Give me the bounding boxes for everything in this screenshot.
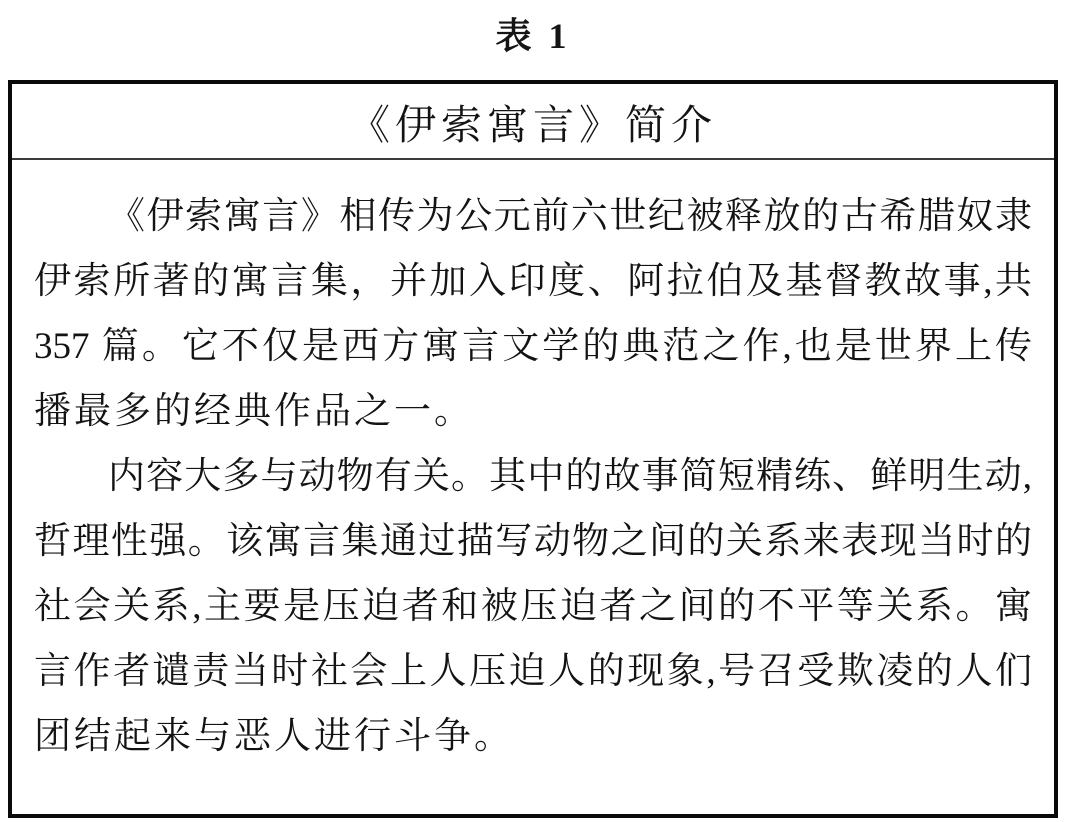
paragraph xyxy=(34,184,1032,444)
text-line: 内容大多与动物有关。其中的故事简短精练、鲜明生动, xyxy=(108,456,1032,497)
text-line: 伊索所著的寓言集，并加入印度、阿拉伯及基督教故事,共 xyxy=(34,261,1032,302)
text-line: 社会关系,主要是压迫者和被压迫者之间的不平等关系。寓 xyxy=(34,586,1032,627)
text-line: 言作者谴责当时社会上人压迫人的现象,号召受欺凌的人们 xyxy=(34,651,1032,692)
text-line: 357 篇。它不仅是西方寓言文学的典范之作,也是世界上传 xyxy=(34,326,1032,367)
text-line: 团结起来与恶人进行斗争。 xyxy=(34,716,514,757)
text-line: 《伊索寓言》相传为公元前六世纪被释放的古希腊奴隶 xyxy=(108,196,1032,237)
text-line: 哲理性强。该寓言集通过描写动物之间的关系来表现当时的 xyxy=(34,521,1032,562)
table-header-cell: 《伊索寓言》简介 xyxy=(12,84,1054,160)
table-caption: 表 1 xyxy=(495,16,571,56)
table xyxy=(8,80,1058,818)
table-body-cell xyxy=(12,160,1054,814)
text-line: 播最多的经典作品之一。 xyxy=(34,391,474,432)
paragraph xyxy=(34,444,1032,769)
